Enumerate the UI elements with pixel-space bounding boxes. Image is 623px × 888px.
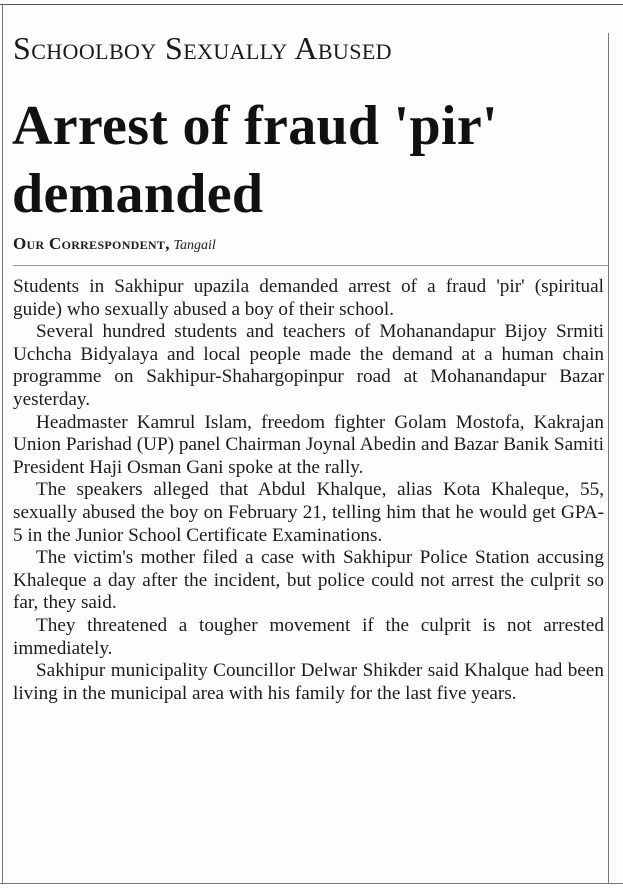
paragraph-1: Students in Sakhipur upazila demanded arrest of a fraud 'pir' (spiritual guide) who sexually abused a boy of their school.	[13, 276, 604, 320]
byline-name: Our Correspondent,	[13, 234, 170, 253]
byline	[13, 234, 216, 256]
paragraph-3: Headmaster Kamrul Islam, freedom fighter Golam Mostofa, Kakrajan Union Parishad (UP) panel Chairman Joynal Abedin and Bazar Banik Samiti President Haji Osman Gani spoke at the rally.	[13, 411, 604, 478]
byline-divider	[13, 265, 608, 266]
bottom-border-rule	[0, 883, 623, 884]
article-headline: Arrest of fraud 'pir' demanded	[12, 95, 498, 225]
paragraph-4: The speakers alleged that Abdul Khalque, alias Kota Khaleque, 55, sexually abused the boy on February 21, telling him that he would get GPA-5 in the Junior School Certificate Examinations.	[13, 479, 604, 546]
top-border-rule	[0, 4, 623, 5]
byline-place: Tangail	[173, 238, 216, 253]
paragraph-7: Sakhipur municipality Councillor Delwar Shikder said Khalque had been living in the municipal area with his family for the last five years.	[13, 660, 604, 704]
article-body	[13, 276, 604, 705]
paragraph-2: Several hundred students and teachers of Mohanandapur Bijoy Srmiti Uchcha Bidyalaya and local people made the demand at a human chain programme on Sakhipur-Shahargopinpur road at Mohanandapur Bazar yesterday.	[13, 321, 604, 410]
article-kicker: Schoolboy Sexually Abused	[13, 30, 392, 66]
paragraph-5: The victim's mother filed a case with Sakhipur Police Station accusing Khaleque a day after the incident, but police could not arrest the culprit so far, they said.	[13, 547, 604, 614]
column-divider-rule	[608, 33, 609, 883]
left-border-rule	[2, 5, 3, 883]
paragraph-6: They threatened a tougher movement if the culprit is not arrested immediately.	[13, 614, 604, 659]
